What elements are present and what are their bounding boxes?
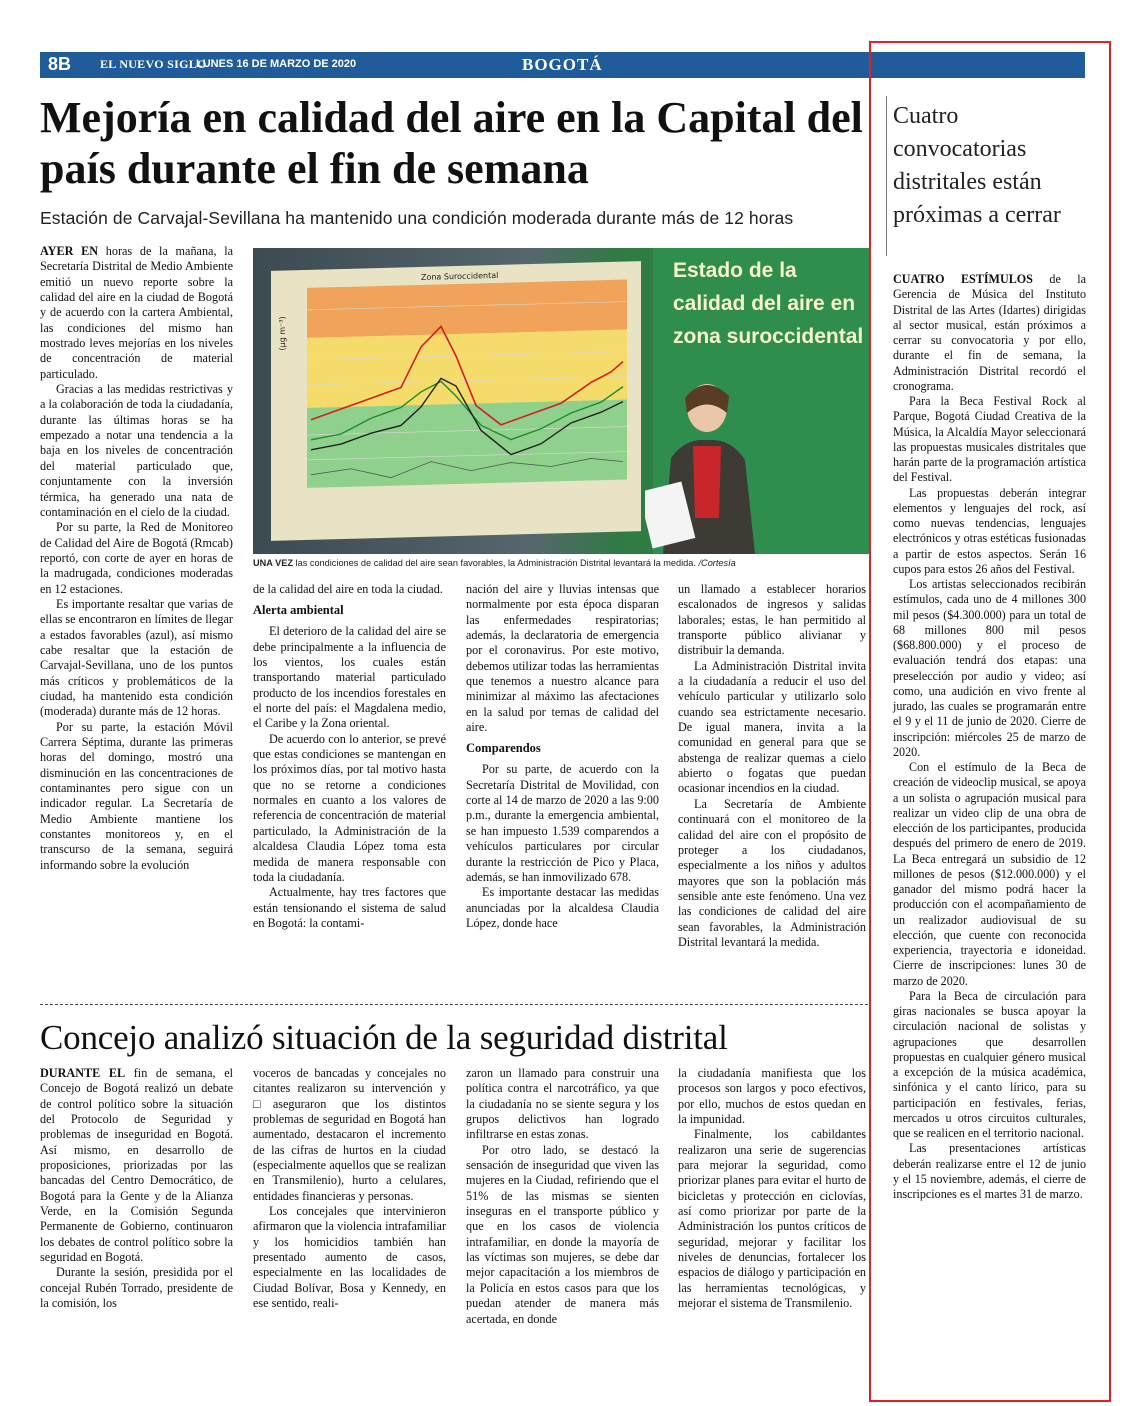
paragraph: Para la Beca Festival Rock al Parque, Bogotá Ciudad Creativa de la Música, la Alcaldía Mayor seleccionará las propuestas musicales distritales que harán parte de la programación artística del Festival. <box>893 394 1086 485</box>
chart-title: Zona Suroccidental <box>421 270 499 282</box>
paragraph: El deterioro de la calidad del aire se debe principalmente a la influencia de los vientos, los cuales están transportando material particulado producto de los incendios forestales en el norte del país: el Magdalena medio, el Caribe y la Zona oriental. <box>253 624 446 731</box>
paragraph: Durante la sesión, presidida por el concejal Rubén Torrado, presidente de la comisión, los <box>40 1265 233 1311</box>
second-article-column-2 <box>253 1066 446 1312</box>
photo-caption: UNA VEZ las condiciones de calidad del aire sean favorables, la Administración Distrital levantará la medida. /Cortesía <box>253 558 736 568</box>
second-article-column-3 <box>466 1066 659 1327</box>
section-name: BOGOTÁ <box>522 55 603 74</box>
paragraph: nación del aire y lluvias intensas que normalmente por esta época disparan las enfermedades respiratorias; además, la declaratoria de emergencia por el coronavirus. Por este motivo, debemos utilizar todas las herramientas que tenemos a nuestro alcance para minimizar al máximo las afectaciones en la salud por temas de calidad del aire. <box>466 582 659 735</box>
main-headline: Mejoría en calidad del aire en la Capital del país durante el fin de semana <box>40 93 863 193</box>
page-number: 8B <box>48 54 72 74</box>
paragraph: zaron un llamado para construir una política contra el narcotráfico, ya que la ciudadanía no se siente segura y los grupos delictivos han logrado infiltrarse en estas zonas. <box>466 1066 659 1142</box>
sidebar-article-column <box>893 272 1086 1202</box>
board-text: Estado de la calidad del aire en zona suroccidental <box>673 259 864 348</box>
paragraph: un llamado a establecer horarios escalonados de ingresos y salidas laborales; estas, le han permitido al transporte público alivianar y distribuir la demanda. <box>678 582 866 658</box>
sidebar-headline-rule <box>886 96 887 256</box>
main-article-column-3 <box>466 582 659 931</box>
sidebar-headline: Cuatro convocatorias distritales están próximas a cerrar <box>893 103 1061 228</box>
caption-lead: UNA VEZ <box>253 558 293 568</box>
paragraph: Actualmente, hay tres factores que están tensionando el sistema de salud en Bogotá: la contami- <box>253 885 446 930</box>
paragraph: Por su parte, la Red de Monitoreo de Calidad del Aire de Bogotá (Rmcab) reportó, con corte de ayer en horas de la madrugada, condiciones moderadas en 12 estaciones. <box>40 520 233 596</box>
paragraph: Es importante destacar las medidas anunciadas por la alcaldesa Claudia López, donde hace <box>466 885 659 930</box>
article-divider <box>40 1004 868 1005</box>
subheading: Comparendos <box>466 741 541 756</box>
paragraph: Por su parte, de acuerdo con la Secretaría Distrital de Movilidad, con corte al 14 de marzo de 2020 a las 9:00 p.m., durante la emergencia ambiental, se han impuesto 1.539 comparendos a vehículos particulares por circular durante la restricción de Pico y Placa, además, se han inmovilizado 678. <box>466 762 659 884</box>
paragraph: Las propuestas deberán integrar elementos y lenguajes del rock, así como nuevas tendencias, lenguajes electrónicos y otras estéticas fusionadas a partir de estos aspectos. Serán 16 cupos para estos 26 años del Festival. <box>893 485 1086 576</box>
article-photo <box>253 248 869 554</box>
paragraph: Para la Beca de circulación para giras nacionales se busca apoyar la circulación nacional de solistas y agrupaciones que desarrollen propuestas en cualquier género musical a excepción de la música académica, sinfónica y el canto lírico, para su participación en festivales, ferias, mercados u otros circuitos culturales, que se realicen en el territorio nacional. <box>893 988 1086 1140</box>
paragraph: AYER EN horas de la mañana, la Secretaría Distrital de Medio Ambiente emitió un nuevo reporte sobre la calidad del aire en la ciudad de Bogotá y de acuerdo con la cartera Ambiental, las condiciones del mismo han mostrado leves mejorías en los niveles de concentración de material particulado. <box>40 244 233 381</box>
paragraph: Los concejales que intervinieron afirmaron que la violencia intrafamiliar y los homicidios también han presentado aumento de casos, especialmente en las localidades de Ciudad Bolívar, Bosa y Kennedy, en ese sentido, reali- <box>253 1204 446 1311</box>
lead-word: AYER EN <box>40 244 99 258</box>
main-article-column-2 <box>253 582 446 931</box>
photo-credit: /Cortesía <box>698 558 736 568</box>
paragraph: Por su parte, la estación Móvil Carrera Séptima, durante las primeras horas del domingo, mostró una disminución en las concentraciones de contaminantes pero sigue con un indicador regular. La Secretaría de Medio Ambiente mantiene los constantes monitoreos y, en el transcurso de la semana, seguirá informando sobre la evolución <box>40 719 233 872</box>
second-article-column-1 <box>40 1066 233 1312</box>
projected-chart <box>271 261 641 541</box>
paragraph: La Secretaría de Ambiente continuará con el monitoreo de la calidad del aire con el propósito de proteger a los ciudadanos, especialmente a los niños y adultos mayores que son la población más sensible ante este fenómeno. Una vez las condiciones de calidad del aire sean favorables, la Administración Distrital levantará la medida. <box>678 796 866 949</box>
main-article-column-4 <box>678 582 866 950</box>
paragraph: voceros de bancadas y concejales no citantes realizaron su intervención y □aseguraron que los distintos problemas de seguridad en Bogotá han aumentado, destacaron el incremento de las cifras de hurtos en la ciudad (especialmente aquellos que se realizan en Transmilenio), hurto a celulares, entidades financieras y personas. <box>253 1066 446 1203</box>
issue-date: LUNES 16 DE MARZO DE 2020 <box>196 58 357 70</box>
chart-ylabel: (μg m⁻³) <box>278 316 287 351</box>
paragraph: de la calidad del aire en toda la ciudad. <box>253 582 443 596</box>
paragraph: Las presentaciones artísticas deberán realizarse entre el 12 de junio y el 15 noviembre, además, el cierre de inscripciones es el martes 31 de marzo. <box>893 1141 1086 1201</box>
speaker-figure <box>645 368 773 554</box>
paragraph: Finalmente, los cabildantes realizaron una serie de sugerencias para mejorar la seguridad, como priorizar planes para evitar el hurto de bicicletas y protección en ciclovías, así como priorizar por parte de la Administración los puntos críticos de seguridad, mejorar y facilitar los niveles de denuncias, fortalecer los espacios de diálogo y participación en las herramientas tecnológicas, y mejorar el sistema de Transmilenio. <box>678 1127 866 1311</box>
second-article-column-4 <box>678 1066 866 1312</box>
paragraph: DURANTE EL fin de semana, el Concejo de Bogotá realizó un debate de control político sobre la situación del Protocolo de Seguridad y problemas de inseguridad en Bogotá. Así mismo, en desarrollo de proposiciones, priorizadas por las bancadas del Centro Democrático, de Bogotá para la Gente y de la Alianza Verde, en la Comisión Segunda Permanente de Gobierno, continuaron los debates de control político sobre la seguridad en Bogotá. <box>40 1066 233 1265</box>
lead-word: CUATRO ESTÍMULOS <box>893 272 1033 286</box>
paragraph: Con el estímulo de la Beca de creación de videoclip musical, se apoya a un solista o agrupación musical para realizar un video clip de una obra de elección de los participantes, producida después del primero de enero de 2019. La Beca entregará un subsidio de 12 millones de pesos ($12.000.000) y el ganador del mismo podrá hacer la producción con el acompañamiento de un realizador audiovisual de su elección, que cuente con reconocida experiencia, trayectoria e idoneidad. Cierre de inscripciones: lunes 30 de marzo de 2020. <box>893 760 1086 988</box>
main-subheadline: Estación de Carvajal-Sevillana ha mantenido una condición moderada durante más de 12 horas <box>40 208 794 228</box>
paragraph: Los artistas seleccionados recibirán estímulos, cada uno de 4 millones 300 mil pesos ($4.300.000) para un total de 68 millones 800 mil pesos ($68.800.000) y el proceso de evaluación tendrá dos etapas: una preselección por audio y video; así como, una audición en vivo frente al jurado, las cuales se programarán entre el 9 y el 11 de junio de 2020. Cierre de inscripción: miércoles 25 de marzo de 2020. <box>893 577 1086 759</box>
paragraph: Por otro lado, se destacó la sensación de inseguridad que viven las mujeres en la Ciudad, refiriendo que el 51% de las mismas se sienten inseguras en el transporte público y que en los casos de violencia intrafamiliar, en donde la mayoría de las víctimas son mujeres, se debe dar mejor capacitación a los miembros de la Policía en estos casos para que los puedan atender de manera más acertada, en donde <box>466 1142 659 1326</box>
paragraph: Gracias a las medidas restrictivas y a la colaboración de toda la ciudadanía, durante las últimas horas se ha empezado a notar una tendencia a la baja en los niveles de concentración del material particulado que, conjuntamente con la inversión térmica, ha generado una nata de contaminación en el cielo de la ciudad. <box>40 382 233 519</box>
paragraph: La Administración Distrital invita a la ciudadanía a reducir el uso del vehículo particular y utilizarlo solo cuando sea estrictamente necesario. De igual manera, invita a la comunidad en general para que se abstenga de realizar quemas a cielo abierto o fogatas que puedan ocasionar incendios en la ciudad. <box>678 658 866 796</box>
subheading: Alerta ambiental <box>253 603 344 618</box>
paragraph: De acuerdo con lo anterior, se prevé que estas condiciones se mantengan en los próximos días, por tal motivo hasta que no se retorne a condiciones normales en cuanto a los valores de referencia de concentración de material particulado, la Administración de la alcaldesa Claudia López toma esta medida de manera responsable con toda la ciudadanía. <box>253 731 446 884</box>
second-headline: Concejo analizó situación de la seguridad distrital <box>40 1018 728 1057</box>
paragraph: CUATRO ESTÍMULOS de la Gerencia de Música del Instituto Distrital de las Artes (Idartes) dirigidas al sector musical, están próximos a cerrar su convocatoria y por ello, durante el fin de semana, la Administración Distrital recordó el cronograma. <box>893 272 1087 393</box>
newspaper-name: EL NUEVO SIGLO <box>100 57 207 71</box>
main-article-column-1 <box>40 244 233 873</box>
paragraph: la ciudadanía manifiesta que los procesos son largos y poco efectivos, por ello, muchos de estos quedan en la impunidad. <box>678 1066 866 1127</box>
lead-word: DURANTE EL <box>40 1066 126 1080</box>
paragraph: Es importante resaltar que varias de ellas se encontraron en límites de llegar a estados favorables (azul), así mismo cabe resaltar que la estación de Carvajal-Sevillana, uno de los puntos más críticos y problemáticos de la ciudad, ha mantenido esta condición (moderada) durante más de 12 horas. <box>40 596 233 719</box>
